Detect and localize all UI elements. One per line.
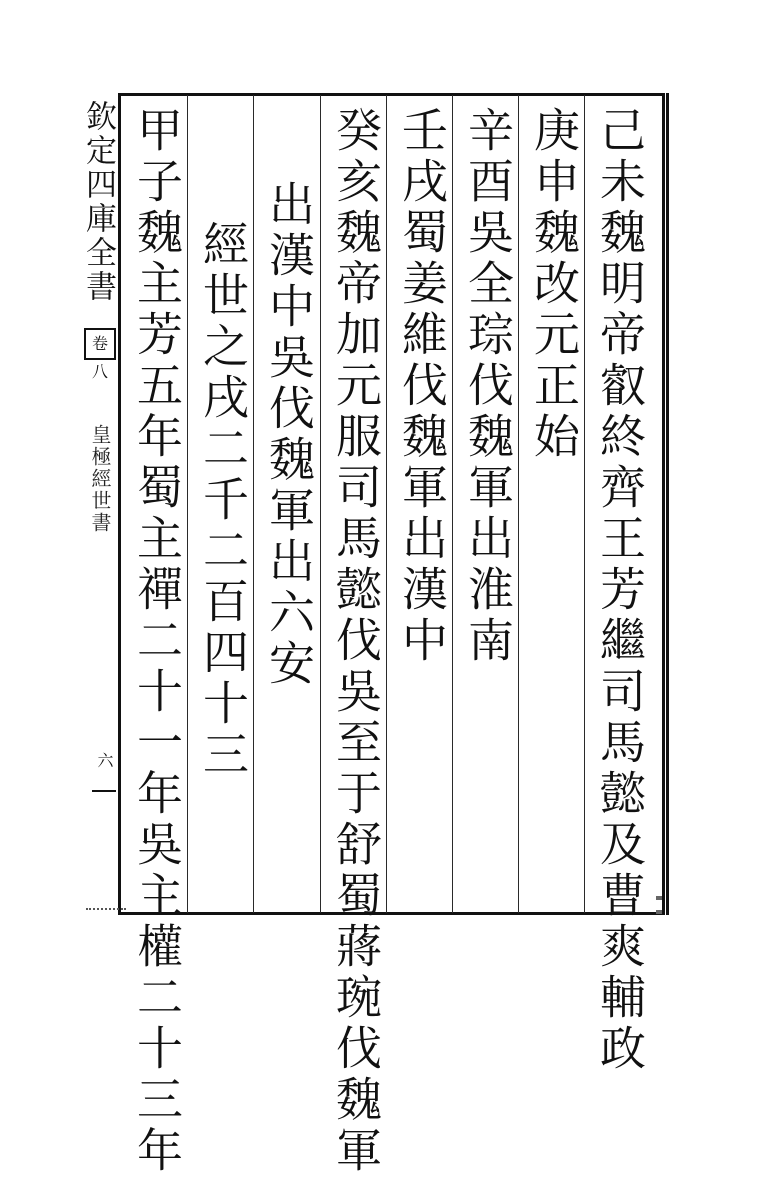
text-column-6: 出漢中吳伐魏軍出六安 xyxy=(262,180,316,690)
text-column-3: 辛酉吳全琮伐魏軍出淮南 xyxy=(461,106,515,667)
book-title: 皇極經世書 xyxy=(88,424,112,534)
margin-fishtail-mark xyxy=(86,908,126,922)
text-column-4: 壬戌蜀姜維伐魏軍出漢中 xyxy=(395,106,449,667)
column-rule xyxy=(584,95,585,913)
volume-mark: 卷八 xyxy=(84,328,116,360)
collection-title: 欽定四庫全書 xyxy=(80,100,116,304)
text-column-8: 甲子魏主芳五年蜀主禪二十一年吳主權二十三年 xyxy=(130,106,184,1177)
text-column-7: 經世之戌二千二百四十三 xyxy=(196,220,250,781)
column-rule xyxy=(452,95,453,913)
column-rule xyxy=(320,95,321,913)
column-rule xyxy=(386,95,387,913)
column-rule xyxy=(187,95,188,913)
scan-speck xyxy=(656,896,662,900)
text-column-1: 己未魏明帝叡終齊王芳繼司馬懿及曹爽輔政 xyxy=(593,106,647,1075)
text-column-2: 庚申魏改元正始 xyxy=(527,106,581,463)
frame-right-edge xyxy=(666,93,669,915)
text-column-5: 癸亥魏帝加元服司馬懿伐吳至于舒蜀蔣琬伐魏軍 xyxy=(329,106,383,1177)
column-rule xyxy=(253,95,254,913)
scan-speck xyxy=(656,910,662,914)
page-number: 六 xyxy=(92,752,116,792)
column-rule xyxy=(518,95,519,913)
